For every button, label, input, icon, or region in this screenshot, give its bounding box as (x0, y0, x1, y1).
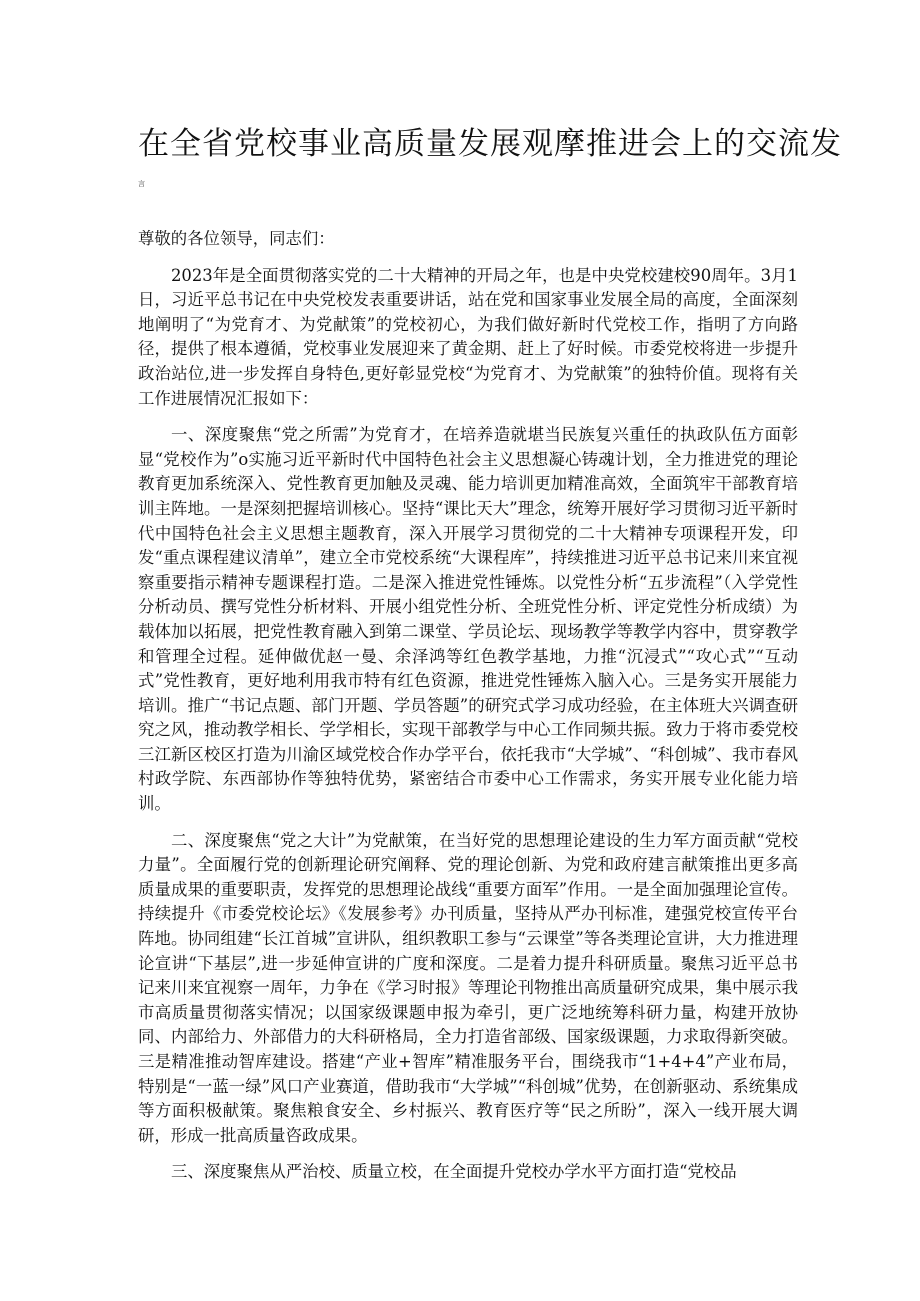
paragraph-section-2: 二、深度聚焦“党之大计”为党献策，在当好党的思想理论建设的生力军方面贡献“党校力量”。全面履行党的创新理论研究阐释、党的理论创新、为党和政府建言献策推出更多高质量成果的重要职责，发挥党的思想理论战线“重要方面军”作用。一是全面加强理论宣传。持续提升《市委党校论坛》《发展参考》办刊质量，坚持从严办刊标准，建强党校宣传平台阵地。协同组建“长江首城”宣讲队，组织教职工参与“云课堂”等各类理论宣讲，大力推进理论宣讲“下基层”,进一步延伸宣讲的广度和深度。二是着力提升科研质量。聚焦习近平总书记来川来宜视察一周年，力争在《学习时报》等理论刊物推出高质量研究成果，集中展示我市高质量贯彻落实情况；以国家级课题申报为牵引，更广泛地统筹科研力量，构建开放协同、内部给力、外部借力的大科研格局，全力打造省部级、国家级课题，力求取得新突破。三是精准推动智库建设。搭建“产业+智库”精准服务平台，围绕我市“1+4+4”产业布局，特别是“一蓝一绿”风口产业赛道，借助我市“大学城”“科创城”优势，在创新驱动、系统集成等方面积极献策。聚焦粮食安全、乡村振兴、教育医疗等“民之所盼”，深入一线开展大调研，形成一批高质量咨政成果。 (138, 830, 798, 1145)
document-title-tail: 言 (138, 180, 146, 188)
greeting: 尊敬的各位领导，同志们： (138, 229, 335, 248)
paragraph-intro: 2023年是全面贯彻落实党的二十大精神的开局之年，也是中央党校建校90周年。3月1日，习近平总书记在中央党校发表重要讲话，站在党和国家事业发展全局的高度，全面深刻地阐明了“为党育才、为党献策”的党校初心，为我们做好新时代党校工作，指明了方向路径，提供了根本遵循，党校事业发展迎来了黄金期、赶上了好时候。市委党校将进一步提升政治站位,进一步发挥自身特色,更好彰显党校“为党育才、为党献策”的独特价值。现将有关工作进展情况汇报如下： (138, 265, 798, 408)
document-body (138, 227, 798, 1185)
paragraph-section-1: 一、深度聚焦“党之所需”为党育才，在培养造就堪当民族复兴重任的执政队伍方面彰显“党校作为”o实施习近平新时代中国特色社会主义思想凝心铸魂计划，全力推进党的理论教育更加系统深入、党性教育更加触及灵魂、能力培训更加精准高效，全面筑牢干部教育培训主阵地。一是深刻把握培训核心。坚持“课比天大”理念，统筹开展好学习贯彻习近平新时代中国特色社会主义思想主题教育，深入开展学习贯彻党的二十大精神专项课程开发，印发“重点课程建议清单”，建立全市党校系统“大课程库”，持续推进习近平总书记来川来宜视察重要指示精神专题课程打造。二是深入推进党性锤炼。以党性分析“五步流程”（入学党性分析动员、撰写党性分析材料、开展小组党性分析、全班党性分析、评定党性分析成绩）为载体加以拓展，把党性教育融入到第二课堂、学员论坛、现场教学等教学内容中，贯穿教学和管理全过程。延伸做优赵一曼、余泽鸿等红色教学基地，力推“沉浸式”“攻心式”“互动式”党性教育，更好地利用我市特有红色资源，推进党性锤炼入脑入心。三是务实开展能力培训。推广“书记点题、部门开题、学员答题”的研究式学习成功经验，在主体班大兴调查研究之风，推动教学相长、学学相长，实现干部教学与中心工作同频共振。致力于将市委党校三江新区校区打造为川渝区域党校合作办学平台，依托我市“大学城”、“科创城”、我市春风村政学院、东西部协作等独特优势，紧密结合市委中心工作需求，务实开展专业化能力培训。 (138, 425, 798, 814)
document-title: 在全省党校事业高质量发展观摩推进会上的交流发 (138, 126, 842, 162)
paragraph-section-3: 三、深度聚焦从严治校、质量立校，在全面提升党校办学水平方面打造“党校品 (171, 1162, 737, 1182)
